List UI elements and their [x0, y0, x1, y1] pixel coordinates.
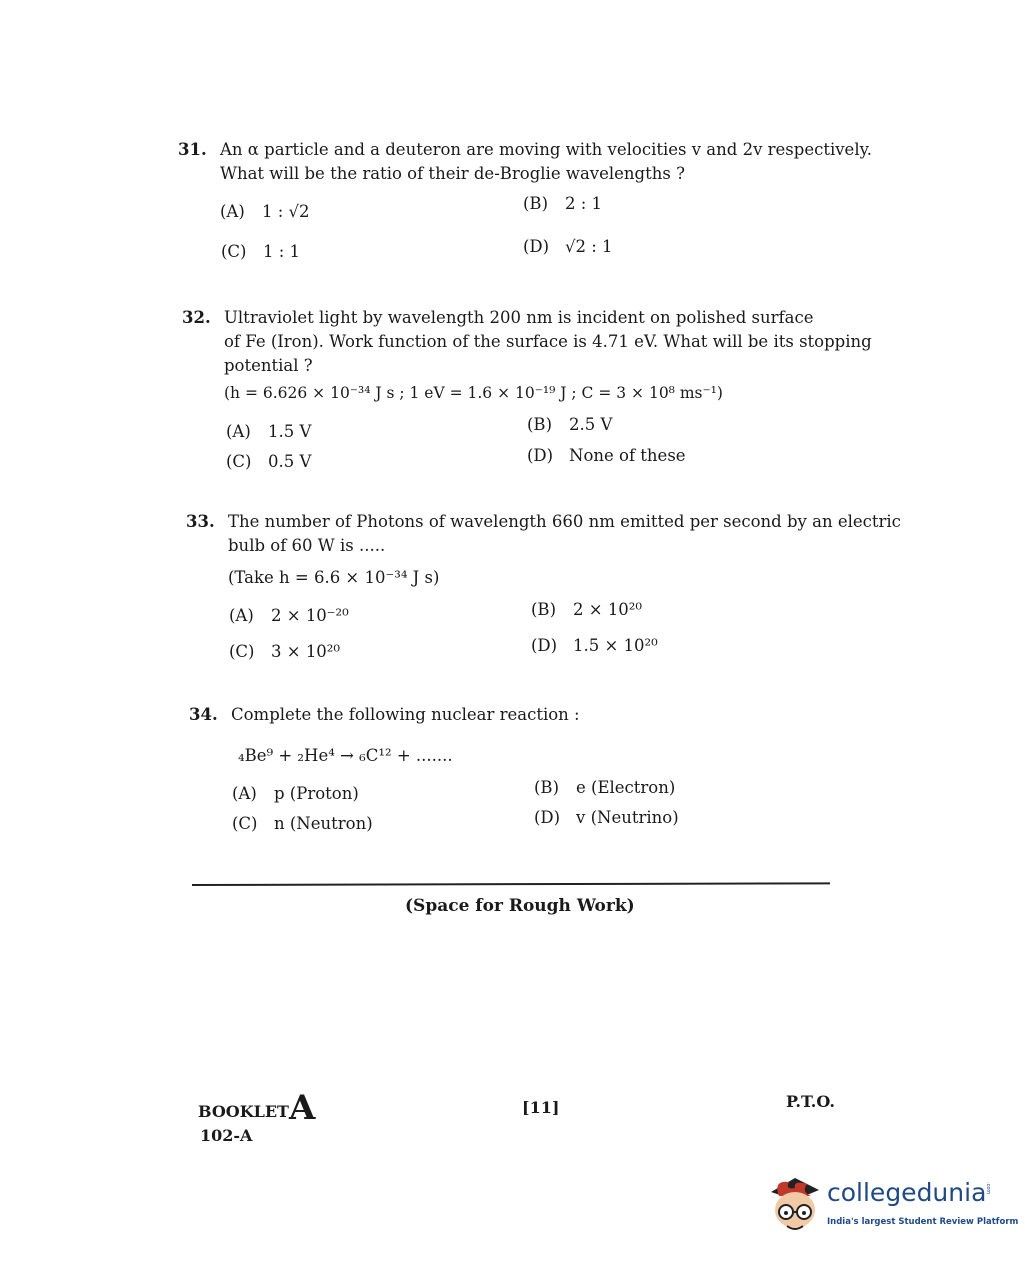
booklet-label: [198, 1088, 316, 1128]
option-label: (C): [221, 242, 247, 261]
logo-name: collegedunia: [827, 1178, 987, 1207]
option-label: (D): [534, 808, 561, 827]
option-text: n (Neutron): [274, 814, 373, 833]
option-c[interactable]: [226, 452, 311, 471]
option-label: (C): [226, 452, 252, 471]
option-d[interactable]: [531, 636, 658, 655]
option-text: p (Proton): [274, 784, 359, 803]
booklet-text: BOOKLET: [198, 1102, 289, 1121]
option-label: (A): [226, 422, 251, 441]
question-line: The number of Photons of wavelength 660 nm emitted per second by an electric: [228, 512, 901, 531]
option-label: (C): [232, 814, 258, 833]
option-label: (B): [531, 600, 556, 619]
option-c[interactable]: [232, 814, 373, 833]
option-label: (D): [531, 636, 558, 655]
question-number: 33.: [186, 512, 215, 531]
option-text: 0.5 V: [268, 452, 312, 471]
option-text: 1.5 × 10²⁰: [573, 636, 658, 655]
option-text: 1.5 V: [268, 422, 312, 441]
option-label: (D): [527, 446, 554, 465]
nuclear-reaction: ₄Be⁹ + ₂He⁴ → ₆C¹² + .......: [238, 746, 453, 765]
option-label: (C): [229, 642, 255, 661]
option-b[interactable]: [531, 600, 642, 619]
option-d[interactable]: [523, 237, 613, 256]
option-c[interactable]: [229, 642, 340, 661]
option-b[interactable]: [534, 778, 675, 797]
option-label: (B): [527, 415, 552, 434]
question-line: An α particle and a deuteron are moving with velocities v and 2v respectively.: [220, 140, 872, 159]
constants: (Take h = 6.6 × 10⁻³⁴ J s): [228, 568, 440, 587]
mascot-icon: [765, 1170, 825, 1240]
option-label: (B): [523, 194, 548, 213]
booklet-code: 102-A: [200, 1126, 253, 1145]
question-line: of Fe (Iron). Work function of the surface is 4.71 eV. What will be its stopping: [224, 332, 872, 351]
constants: (h = 6.626 × 10⁻³⁴ J s ; 1 eV = 1.6 × 10⁻¹⁹ J ; C = 3 × 10⁸ ms⁻¹): [224, 384, 723, 402]
option-text: v (Neutrino): [576, 808, 679, 827]
logo-suffix: .com: [985, 1182, 991, 1195]
option-d[interactable]: [534, 808, 679, 827]
page-number: [11]: [522, 1098, 560, 1117]
question-number: 32.: [182, 308, 211, 327]
option-text: 1 : √2: [262, 202, 310, 221]
option-text: 1 : 1: [263, 242, 301, 261]
rough-work-label: (Space for Rough Work): [405, 896, 635, 916]
question-line: What will be the ratio of their de-Broglie wavelengths ?: [220, 164, 685, 183]
question-text: [228, 510, 901, 558]
question-number: 34.: [189, 705, 218, 724]
divider-line: [192, 882, 830, 886]
option-text: 2.5 V: [569, 415, 613, 434]
option-text: None of these: [569, 446, 686, 465]
option-label: (A): [229, 606, 254, 625]
logo-tagline: India's largest Student Review Platform: [827, 1217, 1019, 1227]
option-c[interactable]: [221, 242, 300, 261]
option-a[interactable]: [220, 202, 310, 221]
option-label: (A): [220, 202, 245, 221]
option-text: 2 : 1: [565, 194, 603, 213]
option-text: e (Electron): [576, 778, 676, 797]
question-line: potential ?: [224, 356, 313, 375]
question-number: 31.: [178, 140, 207, 159]
option-label: (B): [534, 778, 559, 797]
question-line: bulb of 60 W is .....: [228, 536, 386, 555]
option-text: 2 × 10⁻²⁰: [271, 606, 349, 625]
option-a[interactable]: [232, 784, 359, 803]
option-label: (D): [523, 237, 550, 256]
pto-label: P.T.O.: [786, 1092, 835, 1111]
question-line: Complete the following nuclear reaction :: [231, 705, 580, 724]
option-text: √2 : 1: [565, 237, 613, 256]
option-a[interactable]: [226, 422, 311, 441]
option-a[interactable]: [229, 606, 349, 625]
question-text: [231, 703, 580, 727]
option-text: 2 × 10²⁰: [573, 600, 643, 619]
option-b[interactable]: [527, 415, 612, 434]
option-text: 3 × 10²⁰: [271, 642, 341, 661]
question-text: [224, 306, 872, 378]
option-d[interactable]: [527, 446, 686, 465]
question-line: Ultraviolet light by wavelength 200 nm is incident on polished surface: [224, 308, 814, 327]
option-label: (A): [232, 784, 257, 803]
question-text: [220, 138, 872, 186]
option-b[interactable]: [523, 194, 602, 213]
collegedunia-logo[interactable]: [765, 1170, 1019, 1240]
booklet-letter: A: [288, 1088, 316, 1128]
